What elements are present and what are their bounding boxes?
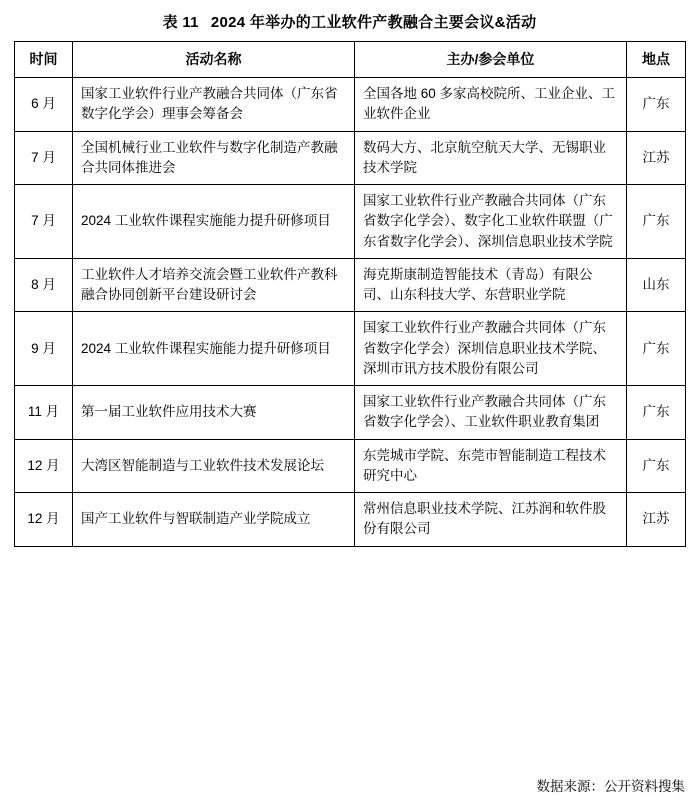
- cell-location: 广东: [627, 185, 686, 259]
- cell-activity-name: 2024 工业软件课程实施能力提升研修项目: [73, 185, 355, 259]
- column-header-activity-name: 活动名称: [73, 42, 355, 78]
- table-row: [15, 78, 686, 132]
- table-row: [15, 258, 686, 312]
- table-title-text: 2024 年举办的工业软件产教融合主要会议&活动: [210, 14, 537, 31]
- cell-location: 广东: [627, 439, 686, 493]
- cell-activity-name: 2024 工业软件课程实施能力提升研修项目: [73, 312, 355, 386]
- cell-location: 江苏: [627, 131, 686, 185]
- cell-organizer: 常州信息职业技术学院、江苏润和软件股份有限公司: [355, 493, 627, 547]
- cell-organizer: 国家工业软件行业产教融合共同体（广东省数字化学会）、工业软件职业教育集团: [355, 386, 627, 440]
- table-row: [15, 131, 686, 185]
- cell-organizer: 国家工业软件行业产教融合共同体（广东省数字化学会）、数字化工业软件联盟（广东省数字化学会）、深圳信息职业技术学院: [355, 185, 627, 259]
- table-row: [15, 185, 686, 259]
- cell-activity-name: 工业软件人才培养交流会暨工业软件产教科融合协同创新平台建设研讨会: [73, 258, 355, 312]
- cell-location: 广东: [627, 312, 686, 386]
- cell-organizer: 东莞城市学院、东莞市智能制造工程技术研究中心: [355, 439, 627, 493]
- cell-time: 8 月: [15, 258, 73, 312]
- cell-time: 11 月: [15, 386, 73, 440]
- cell-location: 江苏: [627, 493, 686, 547]
- cell-time: 7 月: [15, 131, 73, 185]
- table-row: [15, 386, 686, 440]
- table-row: [15, 493, 686, 547]
- cell-time: 6 月: [15, 78, 73, 132]
- table-header-row: [15, 42, 686, 78]
- table-row: [15, 439, 686, 493]
- cell-organizer: 国家工业软件行业产教融合共同体（广东省数字化学会）深圳信息职业技术学院、深圳市讯方技术股份有限公司: [355, 312, 627, 386]
- table-title: [14, 0, 685, 41]
- cell-time: 12 月: [15, 439, 73, 493]
- conference-table: [14, 41, 686, 547]
- table-number: 表 11: [162, 14, 199, 31]
- source-note: 数据来源：公开资料搜集: [536, 779, 685, 794]
- cell-activity-name: 大湾区智能制造与工业软件技术发展论坛: [73, 439, 355, 493]
- cell-location: 广东: [627, 78, 686, 132]
- cell-organizer: 数码大方、北京航空航天大学、无锡职业技术学院: [355, 131, 627, 185]
- column-header-organizer: 主办/参会单位: [355, 42, 627, 78]
- cell-activity-name: 国产工业软件与智联制造产业学院成立: [73, 493, 355, 547]
- cell-organizer: 全国各地 60 多家高校院所、工业企业、工业软件企业: [355, 78, 627, 132]
- cell-time: 9 月: [15, 312, 73, 386]
- column-header-time: 时间: [15, 42, 73, 78]
- cell-activity-name: 全国机械行业工业软件与数字化制造产教融合共同体推进会: [73, 131, 355, 185]
- cell-location: 山东: [627, 258, 686, 312]
- table-row: [15, 312, 686, 386]
- cell-time: 12 月: [15, 493, 73, 547]
- cell-organizer: 海克斯康制造智能技术（青岛）有限公司、山东科技大学、东营职业学院: [355, 258, 627, 312]
- column-header-location: 地点: [627, 42, 686, 78]
- cell-activity-name: 第一届工业软件应用技术大赛: [73, 386, 355, 440]
- cell-time: 7 月: [15, 185, 73, 259]
- cell-location: 广东: [627, 386, 686, 440]
- cell-activity-name: 国家工业软件行业产教融合共同体（广东省数字化学会）理事会筹备会: [73, 78, 355, 132]
